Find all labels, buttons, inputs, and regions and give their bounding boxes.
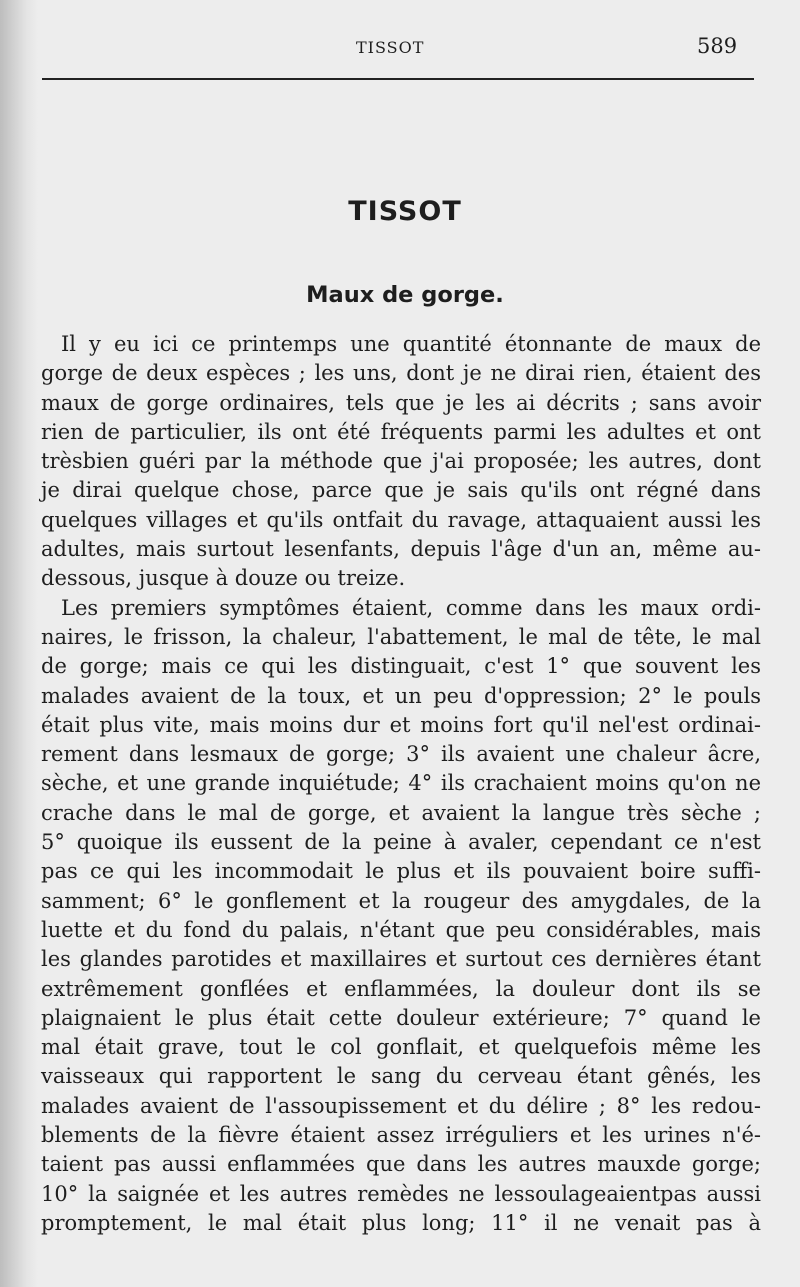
text-line: malades avaient de l'assoupissement et du délire ; 8° les redou- (41, 1093, 761, 1118)
text-line: vaisseaux qui rapportent le sang du cerveau étant gênés, les (41, 1064, 761, 1089)
body-text (41, 330, 761, 1238)
header-rule (42, 78, 754, 80)
text-line: naires, le frisson, la chaleur, l'abattement, le mal de tête, le mal (41, 624, 761, 649)
text-line: quelques villages et qu'ils ontfait du ravage, attaquaient aussi les (41, 507, 761, 532)
text-line: pas ce qui les incommodait le plus et ils pouvaient boire suffi- (41, 859, 761, 884)
text-line: 5° quoique ils eussent de la peine à avaler, cependant ce n'est (41, 830, 761, 855)
text-line: taient pas aussi enflammées que dans les autres mauxde gorge; (41, 1152, 761, 1177)
text-line: extrêmement gonflées et enflammées, la douleur dont ils se (41, 976, 761, 1001)
text-line: crache dans le mal de gorge, et avaient la langue très sèche ; (41, 800, 761, 825)
text-line: rement dans lesmaux de gorge; 3° ils avaient une chaleur âcre, (41, 742, 761, 767)
text-line: malades avaient de la toux, et un peu d'oppression; 2° le pouls (41, 683, 761, 708)
running-title: TISSOT (356, 38, 425, 57)
text-line: 10° la saignée et les autres remèdes ne lessoulageaientpas aussi (41, 1181, 761, 1206)
text-line: mal était grave, tout le col gonflait, et quelquefois même les (41, 1035, 761, 1060)
page-number: 589 (697, 34, 738, 58)
text-line: plaignaient le plus était cette douleur extérieure; 7° quand le (41, 1005, 761, 1030)
text-line: Les premiers symptômes étaient, comme dans les maux ordi- (61, 595, 761, 620)
text-line: sèche, et une grande inquiétude; 4° ils crachaient moins qu'on ne (41, 771, 761, 796)
paragraph-2 (41, 594, 761, 1239)
text-line: luette et du fond du palais, n'étant que peu considérables, mais (41, 917, 761, 942)
text-line: Il y eu ici ce printemps une quantité étonnante de maux de (61, 332, 761, 356)
text-line: de gorge; mais ce qui les distinguait, c'est 1° que souvent les (41, 654, 761, 679)
text-line: promptement, le mal était plus long; 11° il ne venait pas à (41, 1210, 761, 1235)
paragraph-1 (41, 330, 761, 594)
text-line: gorge de deux espèces ; les uns, dont je ne dirai rien, étaient des (41, 361, 761, 386)
text-line: rien de particulier, ils ont été fréquents parmi les adultes et ont (41, 419, 761, 444)
text-line: les glandes parotides et maxillaires et surtout ces dernières étant (41, 947, 761, 972)
text-line: dessous, jusque à douze ou treize. (41, 566, 406, 591)
text-line: trèsbien guéri par la méthode que j'ai proposée; les autres, dont (41, 449, 761, 474)
running-header (0, 34, 800, 62)
text-line: maux de gorge ordinaires, tels que je les ai décrits ; sans avoir (41, 390, 761, 415)
article-title: TISSOT (348, 196, 462, 227)
text-line: je dirai quelque chose, parce que je sais qu'ils ont régné dans (41, 478, 761, 503)
text-line: était plus vite, mais moins dur et moins fort qu'il nel'est ordinai- (41, 712, 761, 737)
section-title: Maux de gorge. (306, 282, 504, 308)
page-gutter-shadow (0, 0, 38, 1287)
text-line: samment; 6° le gonflement et la rougeur des amygdales, de la (41, 888, 761, 913)
text-line: blements de la fièvre étaient assez irréguliers et les urines n'é- (41, 1123, 761, 1148)
text-line: adultes, mais surtout lesenfants, depuis l'âge d'un an, même au- (41, 537, 761, 562)
